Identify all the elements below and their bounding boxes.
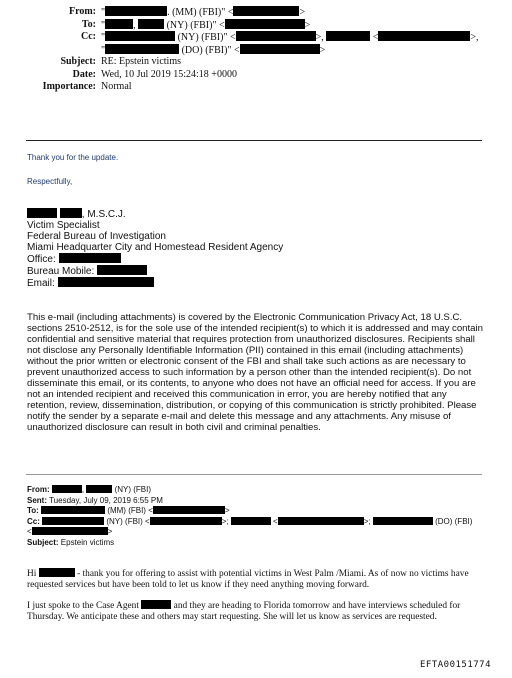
legal-disclaimer: This e-mail (including attachments) is covered by the Electronic Communication Privacy Act, 18 U.S.C. sections 2510-2512, is for the sole use of the intended recipient(s) to which it is addressed and may contain confidential and sensitive material that requires protection from unauthorized disclosures. Recipients shall not disclose any Personally Identifiable Information (PII) contained in this email (including attachments) without the prior written or electronic consent of the FBI and shall take such actions as are necessary to prevent unauthorized access to such information by a person other than the intended recipient(s). Do not disseminate this email, or its contents, to anyone who does not have an official need for access. If you are not an intended recipient and received this communication in error, you are hereby notified that any retention, review, dissemination, distribution, or copying of this communication is strictly prohibited. Please notify the sender by a separate e-mail and delete this message and any attachments. Any misuse of unauthorized disclosure can result in both civil and criminal penalties. <box>27 312 483 433</box>
importance-value: Normal <box>101 81 132 92</box>
redaction <box>27 208 57 218</box>
redaction <box>225 19 305 29</box>
fwd-subject-row: Subject: Epstein victims <box>27 537 115 547</box>
signature-title: Victim Specialist <box>27 220 100 231</box>
from-label: From: <box>68 6 96 17</box>
redaction <box>59 253 121 263</box>
redaction <box>231 517 271 525</box>
redaction <box>138 19 164 29</box>
redaction <box>153 506 225 514</box>
redaction <box>32 527 108 535</box>
redaction <box>105 6 167 16</box>
reply-line-thanks: Thank you for the update. <box>27 153 119 162</box>
signature-block <box>27 208 283 289</box>
reply-line-respectfully: Respectfully, <box>27 177 73 186</box>
redaction <box>240 44 320 54</box>
header-from-row: From: " . (MM) (FBI)" < > <box>68 6 306 18</box>
header-to-row: To: " , (NY) (FBI)" < > <box>81 18 311 31</box>
redaction <box>278 517 364 525</box>
importance-label: Importance: <box>42 81 96 92</box>
subject-label: Subject: <box>60 56 96 67</box>
signature-mobile-line: Bureau Mobile: <box>27 265 283 277</box>
header-cc-row: Cc: " (NY) (FBI)" < >, < >, <box>81 31 479 43</box>
redaction <box>52 485 82 493</box>
signature-office-line: Office: <box>27 253 283 265</box>
cc-value-1: (NY) (FBI)" < <box>177 32 236 43</box>
redaction <box>86 485 112 493</box>
email-header <box>0 6 512 94</box>
header-subject-row <box>0 56 512 69</box>
fwd-sent-row: Sent: Tuesday, July 09, 2019 6:55 PM <box>27 495 163 505</box>
body-paragraph-1: Hi - thank you for offering to assist with potential victims in West Palm /Miami. As of now no victims have requested services but have been told to let us know if they need anything moving forward. <box>27 569 469 590</box>
date-label: Date: <box>72 68 96 80</box>
redaction <box>105 19 133 29</box>
header-cc-row-2: " (DO) (FBI)" < > <box>101 44 326 56</box>
subject-value: RE: Epstein victims <box>101 56 181 67</box>
header-importance-row <box>0 81 512 94</box>
signature-name: , M.S.C.J. <box>27 208 283 220</box>
cc-value-2: (DO) (FBI)" < <box>181 44 240 56</box>
signature-office: Miami Headquarter City and Homestead Resident Agency <box>27 242 284 253</box>
redaction <box>58 277 154 287</box>
redaction <box>105 31 175 41</box>
redaction <box>373 517 433 525</box>
redaction <box>150 517 222 525</box>
body-paragraph-2: I just spoke to the Case Agent and they are heading to Florida tomorrow and have interviews scheduled for Thursday. We anticipate these and others may start requesting. She will let us know as services are requested. <box>27 601 461 622</box>
header-divider <box>26 140 482 141</box>
from-value: (MM) (FBI)" < <box>172 7 234 18</box>
redaction <box>60 208 82 218</box>
redaction <box>236 31 316 41</box>
cc-label: Cc: <box>81 31 96 42</box>
signature-email-line: Email: <box>27 277 283 289</box>
to-value: (NY) (FBI)" < <box>166 19 225 31</box>
redaction <box>378 31 470 41</box>
document-id-stamp: EFTA00151774 <box>420 660 492 670</box>
redaction <box>41 506 105 514</box>
redaction <box>97 265 147 275</box>
forwarded-header <box>27 485 472 548</box>
forward-divider <box>26 474 482 475</box>
redaction <box>326 31 370 41</box>
header-date-row <box>0 69 512 82</box>
redaction <box>39 568 75 577</box>
signature-org: Federal Bureau of Investigation <box>27 231 166 242</box>
fwd-cc-row-2: < > <box>27 527 113 536</box>
fwd-from-row: From: , (NY) (FBI) <box>27 485 152 494</box>
redaction <box>42 517 104 525</box>
fwd-to-row: To: (MM) (FBI) < > <box>27 506 230 515</box>
redaction <box>233 6 299 16</box>
redaction <box>105 44 179 54</box>
date-value: Wed, 10 Jul 2019 15:24:18 +0000 <box>101 68 237 80</box>
fwd-cc-row: Cc: (NY) (FBI) < >; < >; (DO) (FBI) <box>27 516 473 526</box>
to-label: To: <box>81 18 96 30</box>
redaction <box>141 600 171 609</box>
